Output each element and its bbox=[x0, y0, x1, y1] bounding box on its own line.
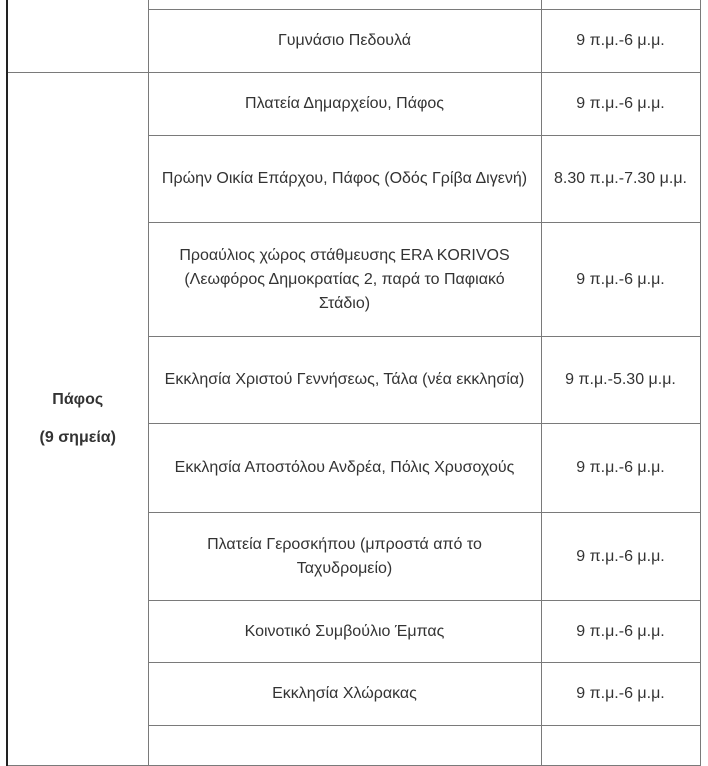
region-cell-pafos bbox=[7, 73, 148, 766]
location-cell: Εκκλησία Χλώρακας bbox=[148, 663, 541, 726]
location-cell: Πρώην Οικία Επάρχου, Πάφος (Οδός Γρίβα Διγενή) bbox=[148, 136, 541, 223]
location-cell: Εκκλησία Αποστόλου Ανδρέα, Πόλις Χρυσοχούς bbox=[148, 424, 541, 513]
location-cell: Γυμνάσιο Πεδουλά bbox=[148, 10, 541, 73]
table-row bbox=[7, 0, 700, 10]
hours-cell: 8.30 π.μ.-7.30 μ.μ. bbox=[541, 136, 700, 223]
hours-cell: 9 π.μ.-5.30 μ.μ. bbox=[541, 337, 700, 424]
vaccination-points-table bbox=[6, 0, 701, 766]
location-cell bbox=[148, 0, 541, 10]
hours-cell: 9 π.μ.-6 μ.μ. bbox=[541, 513, 700, 601]
location-cell: Εκκλησία Χριστού Γεννήσεως, Τάλα (νέα εκκλησία) bbox=[148, 337, 541, 424]
location-cell: Προαύλιος χώρος στάθμευσης ERA KORIVOS (Λεωφόρος Δημοκρατίας 2, παρά το Παφιακό Στάδιο) bbox=[148, 223, 541, 337]
region-cell-previous bbox=[7, 0, 148, 73]
location-cell: Κοινοτικό Συμβούλιο Έμπας bbox=[148, 601, 541, 663]
hours-cell: 9 π.μ.-6 μ.μ. bbox=[541, 663, 700, 726]
hours-cell: 9 π.μ.-6 μ.μ. bbox=[541, 73, 700, 136]
hours-cell: 9 π.μ.-6 μ.μ. bbox=[541, 223, 700, 337]
table-row bbox=[7, 73, 700, 136]
hours-cell bbox=[541, 0, 700, 10]
hours-cell: 9 π.μ.-6 μ.μ. bbox=[541, 601, 700, 663]
location-cell: Πλατεία Γεροσκήπου (μπροστά από το Ταχυδρομείο) bbox=[148, 513, 541, 601]
hours-cell: 9 π.μ.-6 μ.μ. bbox=[541, 424, 700, 513]
region-count: (9 σημεία) bbox=[39, 429, 116, 446]
location-cell bbox=[148, 726, 541, 766]
hours-cell: 9 π.μ.-6 μ.μ. bbox=[541, 10, 700, 73]
region-name: Πάφος bbox=[52, 391, 104, 408]
location-cell: Πλατεία Δημαρχείου, Πάφος bbox=[148, 73, 541, 136]
hours-cell bbox=[541, 726, 700, 766]
